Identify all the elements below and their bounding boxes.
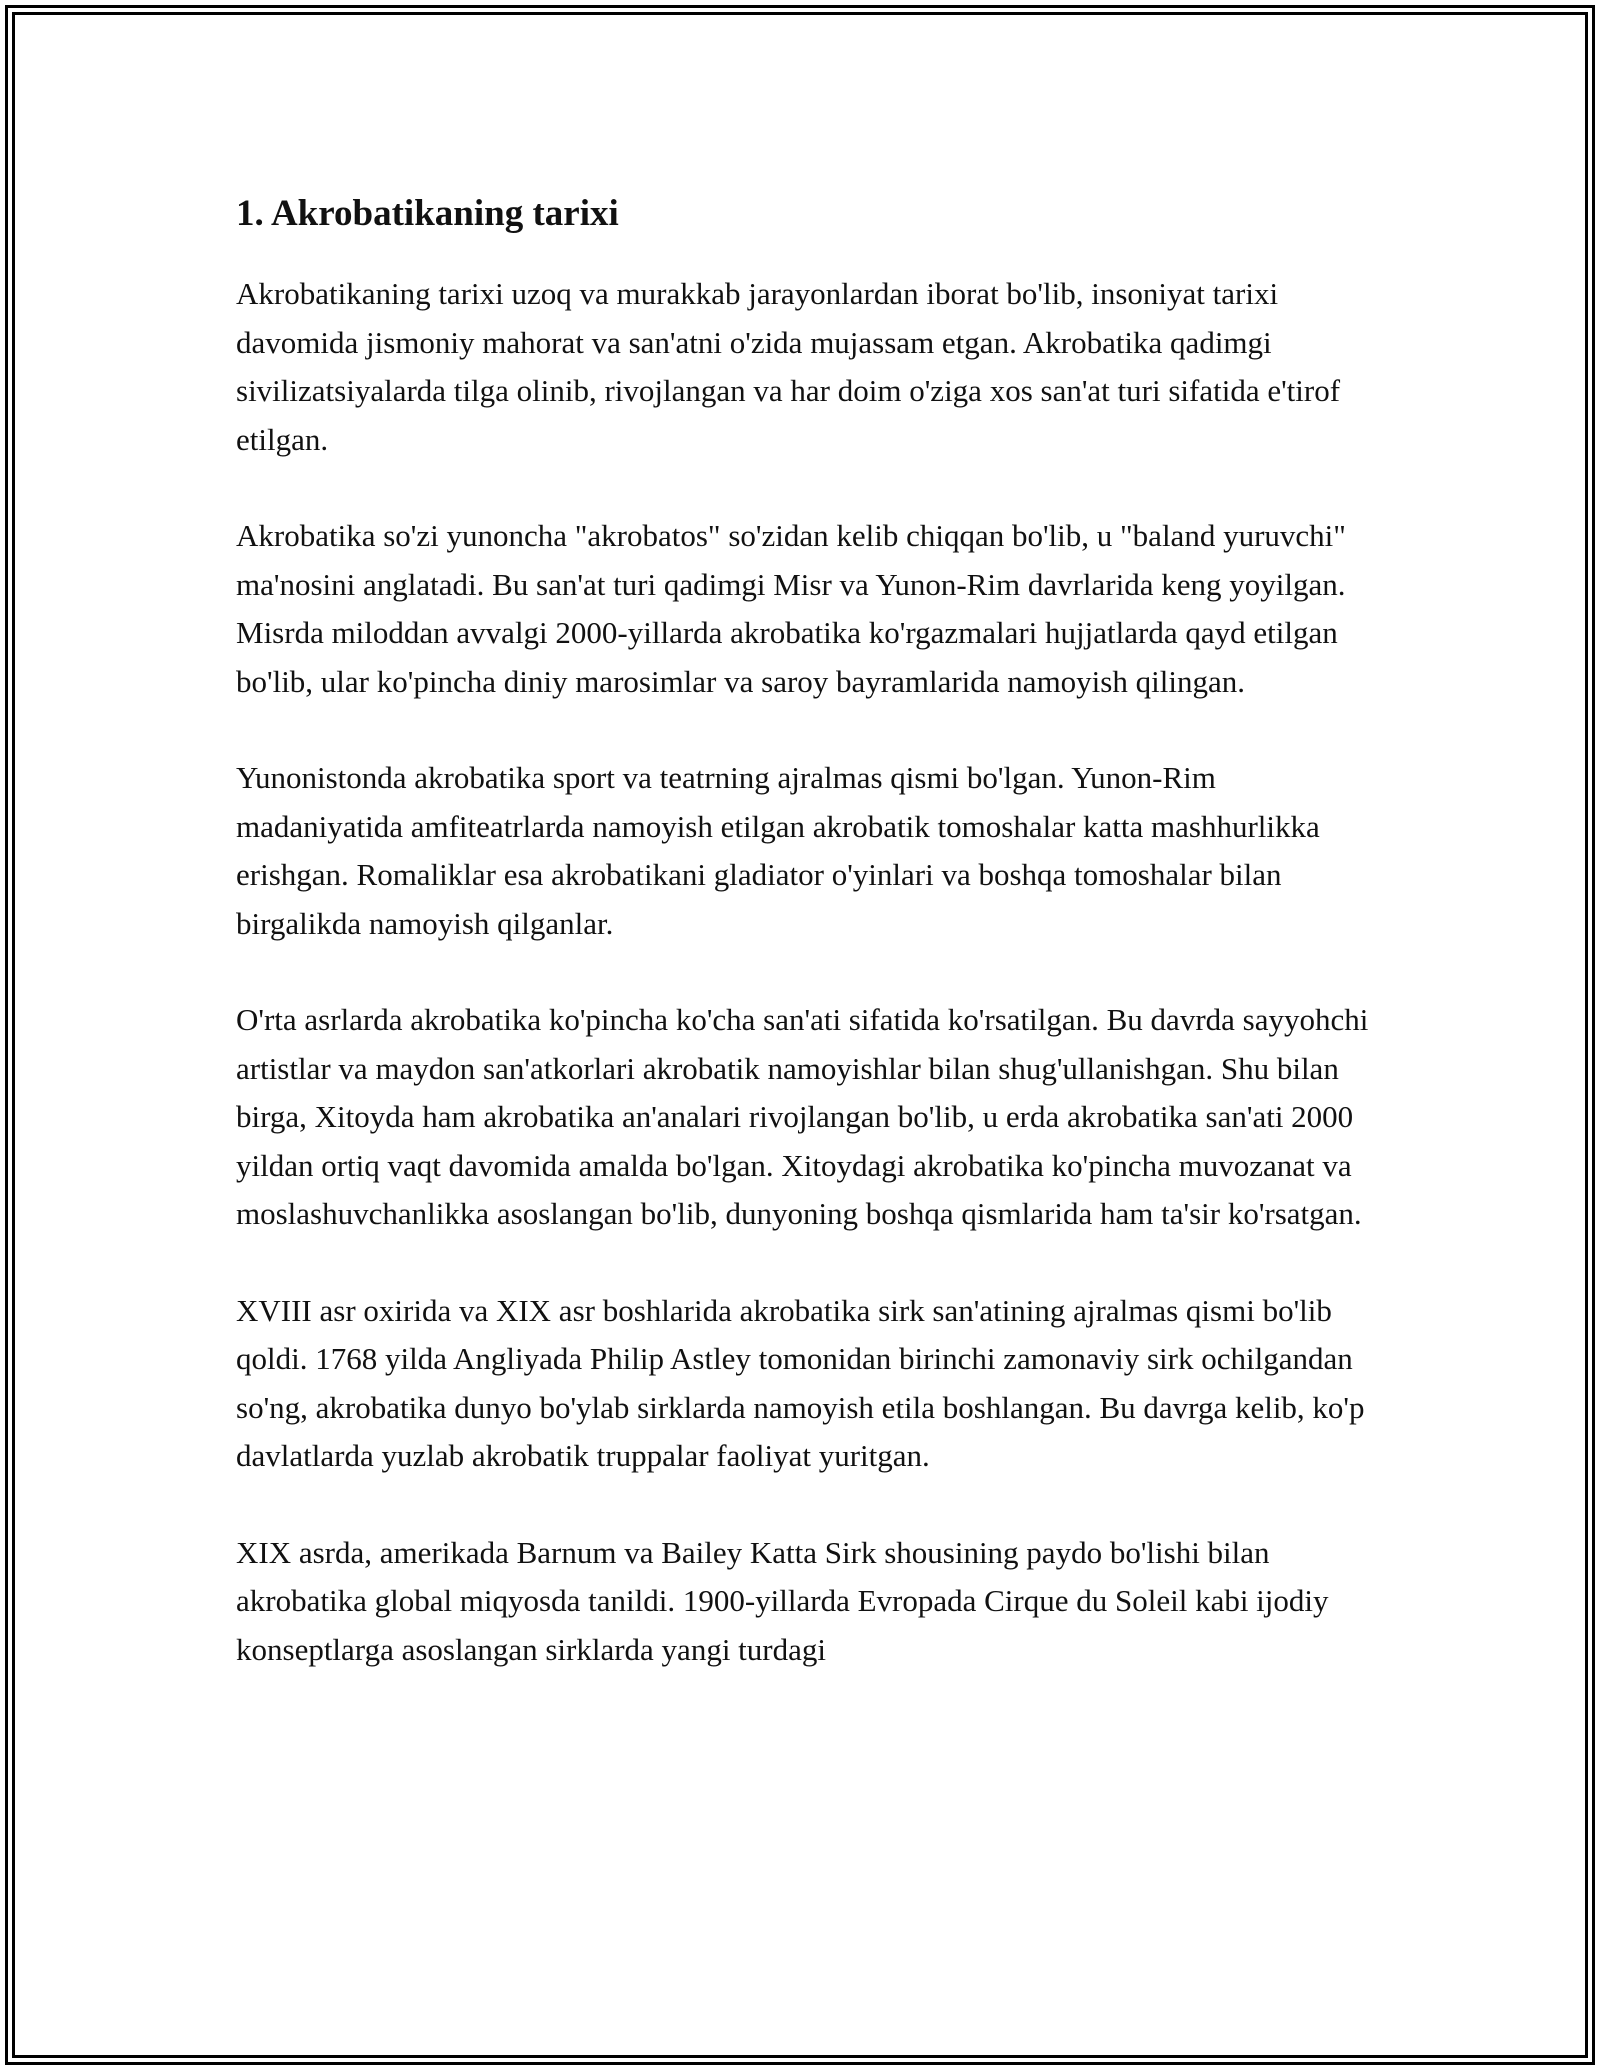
section-heading: 1. Akrobatikaning tarixi (236, 193, 619, 234)
paragraph-2: Akrobatika so'zi yunoncha "akrobatos" so'zidan kelib chiqqan bo'lib, u "baland yuruvchi" ma'nosini anglatadi. Bu san'at turi qadimgi Misr va Yunon-Rim davrlarida keng yoyilgan. Misrda miloddan avvalgi 2000-yillarda akrobatika ko'rgazmalari hujjatlarda qayd etilgan bo'lib, ular ko'pincha diniy marosimlar va saroy bayramlarida namoyish qilingan. (236, 518, 1346, 699)
paragraph-6: XIX asrda, amerikada Barnum va Bailey Katta Sirk shousining paydo bo'lishi bilan akrobatika global miqyosda tanildi. 1900-yillarda Evropada Cirque du Soleil kabi ijodiy konseptlarga asoslangan sirklarda yangi turdagi (236, 1534, 1329, 1667)
paragraph-3: Yunonistonda akrobatika sport va teatrning ajralmas qismi bo'lgan. Yunon-Rim madaniyatida amfiteatrlarda namoyish etilgan akrobatik tomoshalar katta mashhurlikka erishgan. Romaliklar esa akrobatikani gladiator o'yinlari va boshqa tomoshalar bilan birgalikda namoyish qilganlar. (236, 760, 1320, 941)
document-body (236, 188, 1370, 1722)
paragraph-5: XVIII asr oxirida va XIX asr boshlarida akrobatika sirk san'atining ajralmas qismi bo'lib qoldi. 1768 yilda Angliyada Philip Astley tomonidan birinchi zamonaviy sirk ochilgandan so'ng, akrobatika dunyo bo'ylab sirklarda namoyish etila boshlangan. Bu davrga kelib, ko'p davlatlarda yuzlab akrobatik truppalar faoliyat yuritgan. (236, 1292, 1365, 1473)
paragraph-1: Akrobatikaning tarixi uzoq va murakkab jarayonlardan iborat bo'lib, insoniyat tarixi davomida jismoniy mahorat va san'atni o'zida mujassam etgan. Akrobatika qadimgi sivilizatsiyalarda tilga olinib, rivojlangan va har doim o'ziga xos san'at turi sifatida e'tirof etilgan. (236, 276, 1341, 457)
paragraph-4: O'rta asrlarda akrobatika ko'pincha ko'cha san'ati sifatida ko'rsatilgan. Bu davrda sayyohchi artistlar va maydon san'atkorlari akrobatik namoyishlar bilan shug'ullanishgan. Shu bilan birga, Xitoyda ham akrobatika an'analari rivojlangan bo'lib, u erda akrobatika san'ati 2000 yildan ortiq vaqt davomida amalda bo'lgan. Xitoydagi akrobatika ko'pincha muvozanat va moslashuvchanlikka asoslangan bo'lib, dunyoning boshqa qismlarida ham ta'sir ko'rsatgan. (236, 1002, 1369, 1231)
